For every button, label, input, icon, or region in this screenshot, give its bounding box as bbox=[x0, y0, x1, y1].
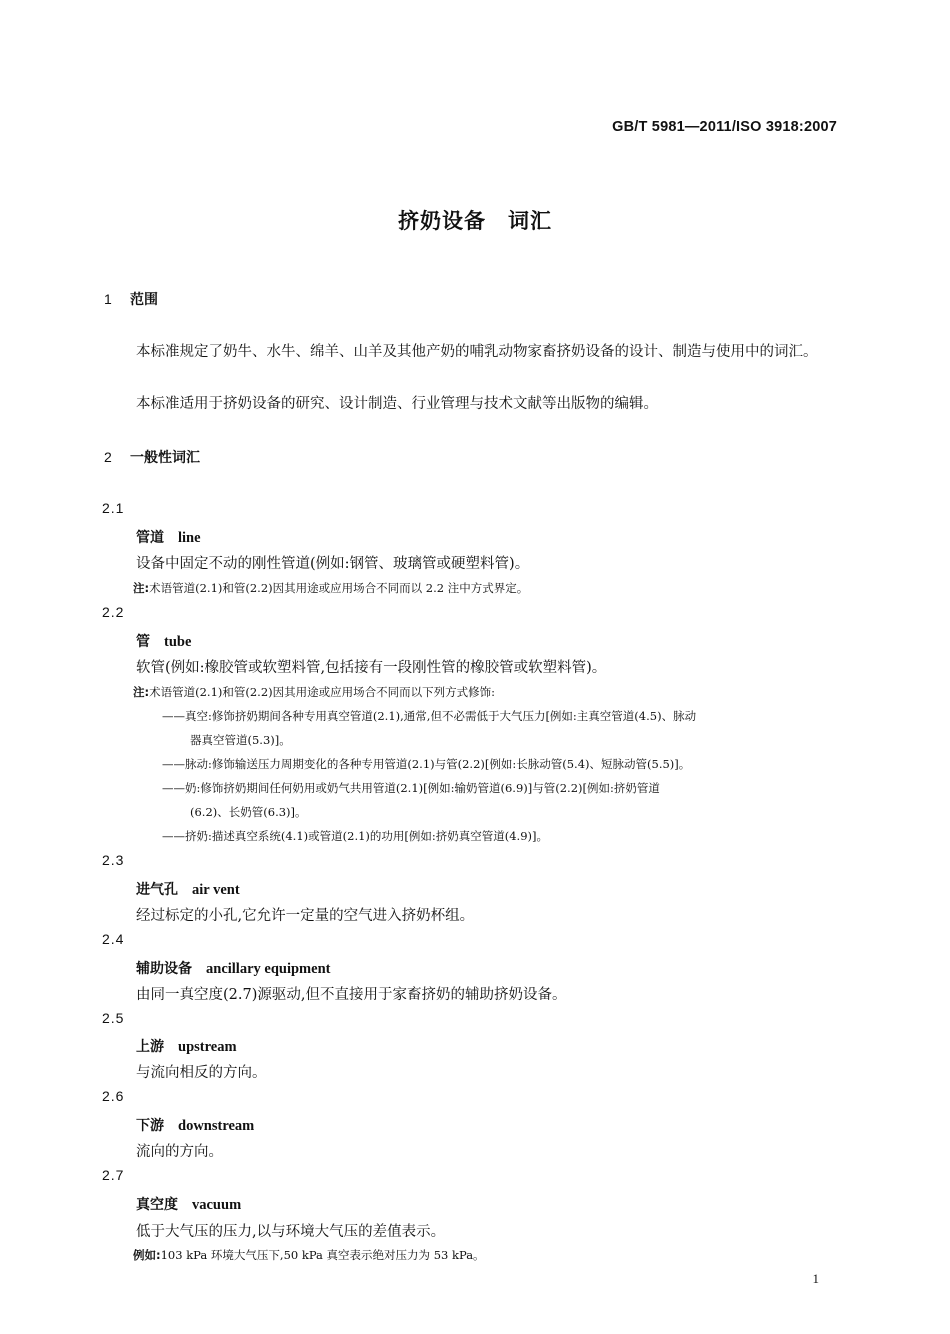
term-heading bbox=[136, 631, 191, 651]
section-number: 1 bbox=[104, 291, 112, 307]
clause-number: 2.5 bbox=[102, 1010, 125, 1026]
section-2-heading bbox=[104, 447, 200, 467]
standard-code: GB/T 5981—2011/ISO 3918:2007 bbox=[612, 119, 837, 135]
term-zh: 真空度 bbox=[136, 1197, 178, 1213]
clause-number: 2.3 bbox=[102, 852, 125, 868]
example-label: 例如: bbox=[133, 1248, 161, 1262]
term-heading bbox=[136, 1115, 254, 1135]
section-1-heading bbox=[104, 289, 158, 309]
note-list-item: ——真空:修饰挤奶期间各种专用真空管道(2.1),通常,但不必需低于大气压力[例如:主真空管道(4.5)、脉动 bbox=[162, 709, 697, 723]
note-list-item-continuation: 器真空管道(5.3)]。 bbox=[190, 733, 291, 747]
clause-number: 2.1 bbox=[102, 500, 125, 516]
term-definition: 设备中固定不动的刚性管道(例如:钢管、玻璃管或硬塑料管)。 bbox=[136, 556, 530, 572]
term-definition: 软管(例如:橡胶管或软塑料管,包括接有一段刚性管的橡胶管或软塑料管)。 bbox=[136, 660, 607, 676]
term-heading bbox=[136, 879, 240, 899]
term-zh: 进气孔 bbox=[136, 882, 178, 898]
clause-number: 2.2 bbox=[102, 604, 125, 620]
term-zh: 辅助设备 bbox=[136, 961, 192, 977]
term-heading bbox=[136, 527, 201, 547]
term-en: ancillary equipment bbox=[206, 961, 331, 977]
term-heading bbox=[136, 958, 330, 978]
section-title: 范围 bbox=[130, 292, 158, 308]
term-zh: 上游 bbox=[136, 1039, 164, 1055]
term-zh: 下游 bbox=[136, 1118, 164, 1134]
term-en: line bbox=[178, 530, 201, 546]
term-definition: 由同一真空度(2.7)源驱动,但不直接用于家畜挤奶的辅助挤奶设备。 bbox=[136, 987, 567, 1003]
scope-paragraph-2: 本标准适用于挤奶设备的研究、设计制造、行业管理与技术文献等出版物的编辑。 bbox=[136, 396, 658, 412]
section-number: 2 bbox=[104, 449, 112, 465]
term-en: upstream bbox=[178, 1039, 237, 1055]
term-en: vacuum bbox=[192, 1197, 242, 1213]
example bbox=[133, 1247, 485, 1263]
term-definition: 与流向相反的方向。 bbox=[136, 1065, 267, 1081]
note-list-item: ——挤奶:描述真空系统(4.1)或管道(2.1)的功用[例如:挤奶真空管道(4.9)]。 bbox=[162, 829, 549, 843]
note bbox=[133, 684, 495, 700]
clause-number: 2.6 bbox=[102, 1088, 125, 1104]
section-title: 一般性词汇 bbox=[130, 450, 200, 466]
note bbox=[133, 580, 528, 596]
note-text: 术语管道(2.1)和管(2.2)因其用途或应用场合不同而以下列方式修饰: bbox=[149, 685, 496, 699]
example-text: 103 kPa 环境大气压下,50 kPa 真空表示绝对压力为 53 kPa。 bbox=[160, 1248, 485, 1262]
clause-number: 2.4 bbox=[102, 931, 125, 947]
clause-number: 2.7 bbox=[102, 1167, 125, 1183]
note-label: 注: bbox=[133, 685, 150, 699]
term-heading bbox=[136, 1036, 237, 1056]
term-definition: 流向的方向。 bbox=[136, 1144, 223, 1160]
page-number: 1 bbox=[812, 1271, 819, 1286]
term-en: tube bbox=[164, 634, 192, 650]
note-text: 术语管道(2.1)和管(2.2)因其用途或应用场合不同而以 2.2 注中方式界定。 bbox=[149, 581, 529, 595]
scope-paragraph-1: 本标准规定了奶牛、水牛、绵羊、山羊及其他产奶的哺乳动物家畜挤奶设备的设计、制造与使用中的词汇。 bbox=[136, 344, 818, 360]
note-list-item-continuation: (6.2)、长奶管(6.3)]。 bbox=[190, 805, 307, 819]
term-en: downstream bbox=[178, 1118, 255, 1134]
term-en: air vent bbox=[192, 882, 240, 898]
note-label: 注: bbox=[133, 581, 150, 595]
note-list-item: ——脉动:修饰输送压力周期变化的各种专用管道(2.1)与管(2.2)[例如:长脉动管(5.4)、短脉动管(5.5)]。 bbox=[162, 757, 691, 771]
term-zh: 管道 bbox=[136, 530, 164, 546]
term-heading bbox=[136, 1194, 241, 1214]
document-title: 挤奶设备 词汇 bbox=[398, 209, 552, 233]
term-definition: 经过标定的小孔,它允许一定量的空气进入挤奶杯组。 bbox=[136, 908, 475, 924]
note-list-item: ——奶:修饰挤奶期间任何奶用或奶气共用管道(2.1)[例如:输奶管道(6.9)]与管(2.2)[例如:挤奶管道 bbox=[162, 781, 660, 795]
term-zh: 管 bbox=[136, 634, 150, 650]
term-definition: 低于大气压的压力,以与环境大气压的差值表示。 bbox=[136, 1224, 446, 1240]
